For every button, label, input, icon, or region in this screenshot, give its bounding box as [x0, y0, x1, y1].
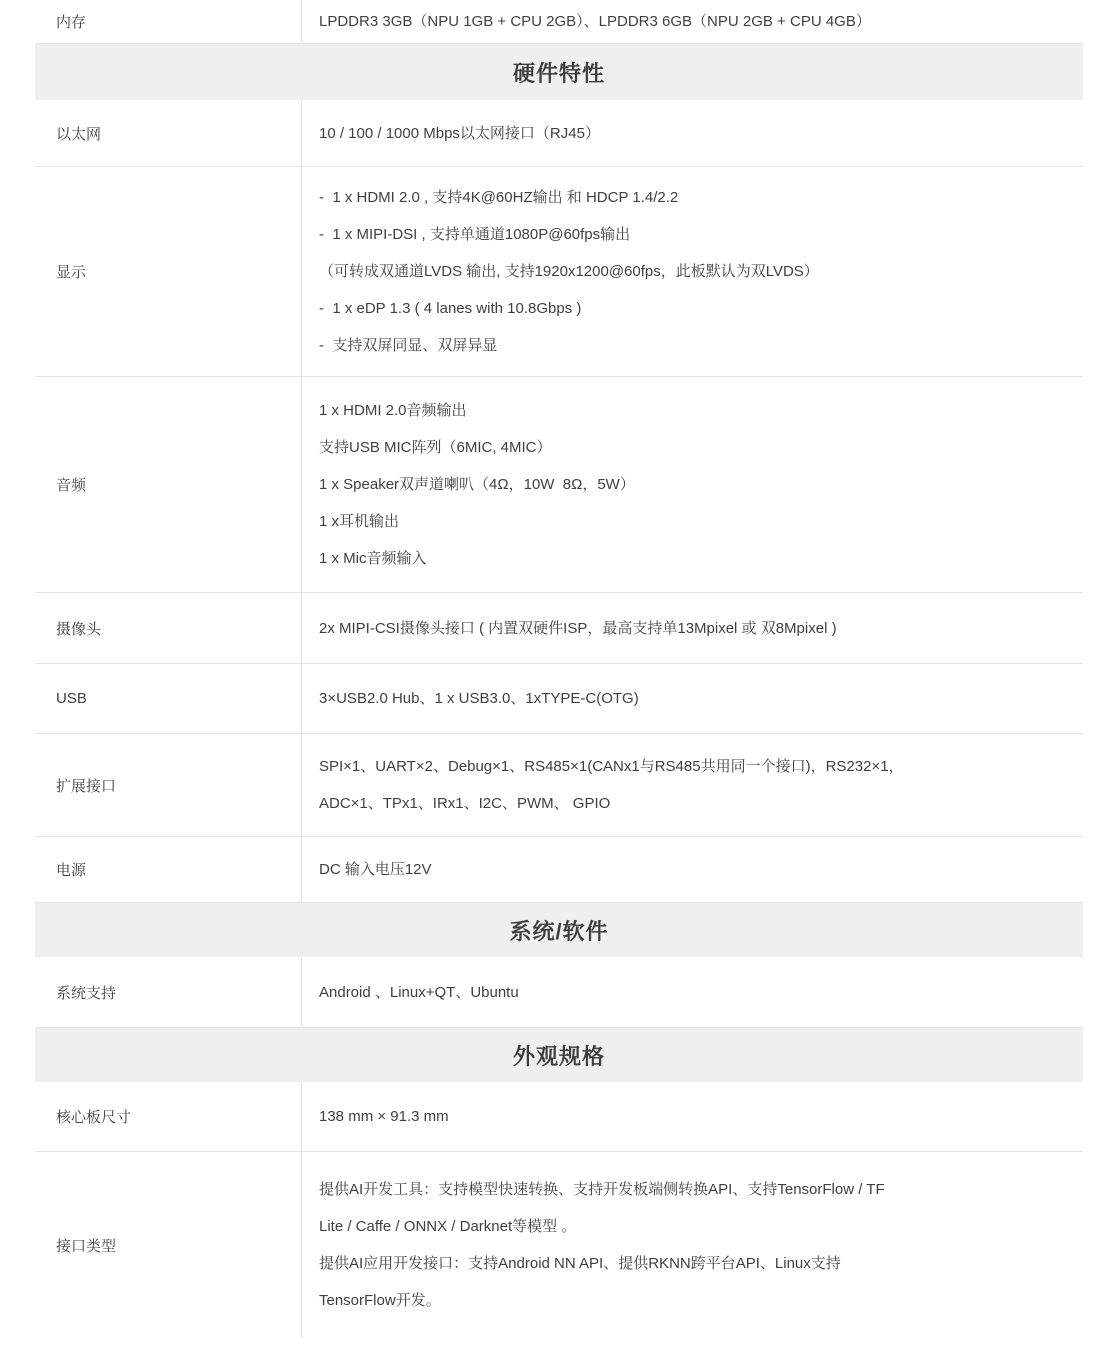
spec-value	[302, 957, 1083, 1027]
section-title: 系统/软件	[509, 918, 609, 944]
spec-label-cell	[35, 1152, 302, 1338]
spec-value-line: SPI×1、UART×2、Debug×1、RS485×1(CANx1与RS485共用同一个接口)，RS232×1，	[319, 758, 904, 775]
section-title: 硬件特性	[512, 60, 605, 86]
spec-row	[35, 1152, 1083, 1338]
spec-value-line: 10 / 100 / 1000 Mbps以太网接口（RJ45）	[319, 124, 600, 142]
spec-value-line: LPDDR3 3GB（NPU 1GB + CPU 2GB）、LPDDR3 6GB（NPU 2GB + CPU 4GB）	[319, 13, 871, 30]
spec-value-line: - 1 x MIPI-DSI , 支持单通道1080P@60fps输出	[319, 226, 631, 243]
spec-row	[35, 664, 1083, 734]
spec-row	[35, 957, 1083, 1028]
spec-label: USB	[56, 690, 87, 707]
spec-label-cell	[35, 377, 302, 592]
spec-value-line: 1 x Speaker双声道喇叭（4Ω，10W 8Ω，5W）	[319, 476, 635, 493]
spec-row	[35, 167, 1083, 377]
section-header	[35, 1028, 1083, 1082]
spec-label: 以太网	[56, 125, 102, 143]
spec-value	[302, 100, 1083, 166]
spec-label: 接口类型	[56, 1237, 117, 1255]
spec-value-line: - 支持双屏同显、双屏异显	[319, 337, 498, 354]
spec-value-line: 1 x HDMI 2.0音频输出	[319, 402, 467, 419]
spec-value	[302, 837, 1083, 902]
spec-value-line: Android 、Linux+QT、Ubuntu	[319, 983, 519, 1001]
spec-value-line: 3×USB2.0 Hub、1 x USB3.0、1xTYPE-C(OTG)	[319, 690, 639, 707]
spec-row	[35, 0, 1083, 44]
spec-value-line: 提供AI开发工具：支持模型快速转换、支持开发板端侧转换API、支持TensorFlow / TF	[319, 1181, 885, 1198]
section-header	[35, 903, 1083, 957]
spec-label-cell	[35, 837, 302, 902]
spec-value-line: 1 x耳机输出	[319, 513, 400, 530]
spec-value-line: 提供AI应用开发接口：支持Android NN API、提供RKNN跨平台API、Linux支持	[319, 1255, 841, 1272]
spec-value	[302, 593, 1083, 663]
spec-value-line: 138 mm × 91.3 mm	[319, 1108, 449, 1125]
spec-value	[302, 0, 1083, 43]
spec-label: 摄像头	[56, 620, 102, 638]
spec-value-line: - 1 x eDP 1.3 ( 4 lanes with 10.8Gbps )	[319, 300, 582, 317]
spec-value-line: - 1 x HDMI 2.0 , 支持4K@60HZ输出 和 HDCP 1.4/2.2	[319, 189, 679, 206]
spec-label: 音频	[56, 477, 87, 494]
spec-label: 内存	[56, 14, 87, 31]
spec-value-line: 1 x Mic音频输入	[319, 550, 427, 567]
spec-value-line: Lite / Caffe / ONNX / Darknet等模型 。	[319, 1218, 577, 1235]
spec-row	[35, 593, 1083, 664]
spec-value-line: 支持USB MIC阵列（6MIC, 4MIC）	[319, 439, 552, 456]
section-header	[35, 44, 1083, 100]
spec-label: 核心板尺寸	[56, 1109, 132, 1126]
spec-value	[302, 664, 1083, 733]
spec-label: 显示	[56, 264, 87, 281]
spec-label: 电源	[56, 862, 87, 879]
spec-value-line: 2x MIPI-CSI摄像头接口 ( 内置双硬件ISP，最高支持单13Mpixel 或 双8Mpixel )	[319, 619, 837, 637]
spec-label: 系统支持	[56, 984, 117, 1002]
spec-label-cell	[35, 167, 302, 376]
spec-label-cell	[35, 664, 302, 733]
spec-row	[35, 377, 1083, 593]
spec-value-line: DC 输入电压12V	[319, 861, 432, 878]
spec-value-line: TensorFlow开发。	[319, 1292, 441, 1309]
spec-row	[35, 837, 1083, 903]
spec-value	[302, 1082, 1083, 1151]
spec-row	[35, 1082, 1083, 1152]
spec-value	[302, 734, 1083, 836]
spec-label-cell	[35, 0, 302, 43]
spec-value-line: ADC×1、TPx1、IRx1、I2C、PWM、 GPIO	[319, 795, 611, 812]
spec-label: 扩展接口	[56, 777, 117, 795]
section-title: 外观规格	[512, 1043, 605, 1069]
spec-table	[35, 0, 1083, 1338]
spec-value-line: （可转成双通道LVDS 输出, 支持1920x1200@60fps，此板默认为双LVDS）	[319, 263, 819, 280]
spec-value	[302, 1152, 1083, 1338]
spec-label-cell	[35, 734, 302, 836]
spec-label-cell	[35, 593, 302, 663]
spec-value	[302, 167, 1083, 376]
spec-value	[302, 377, 1083, 592]
spec-row	[35, 734, 1083, 837]
spec-label-cell	[35, 100, 302, 166]
spec-label-cell	[35, 1082, 302, 1151]
spec-row	[35, 100, 1083, 167]
spec-label-cell	[35, 957, 302, 1027]
